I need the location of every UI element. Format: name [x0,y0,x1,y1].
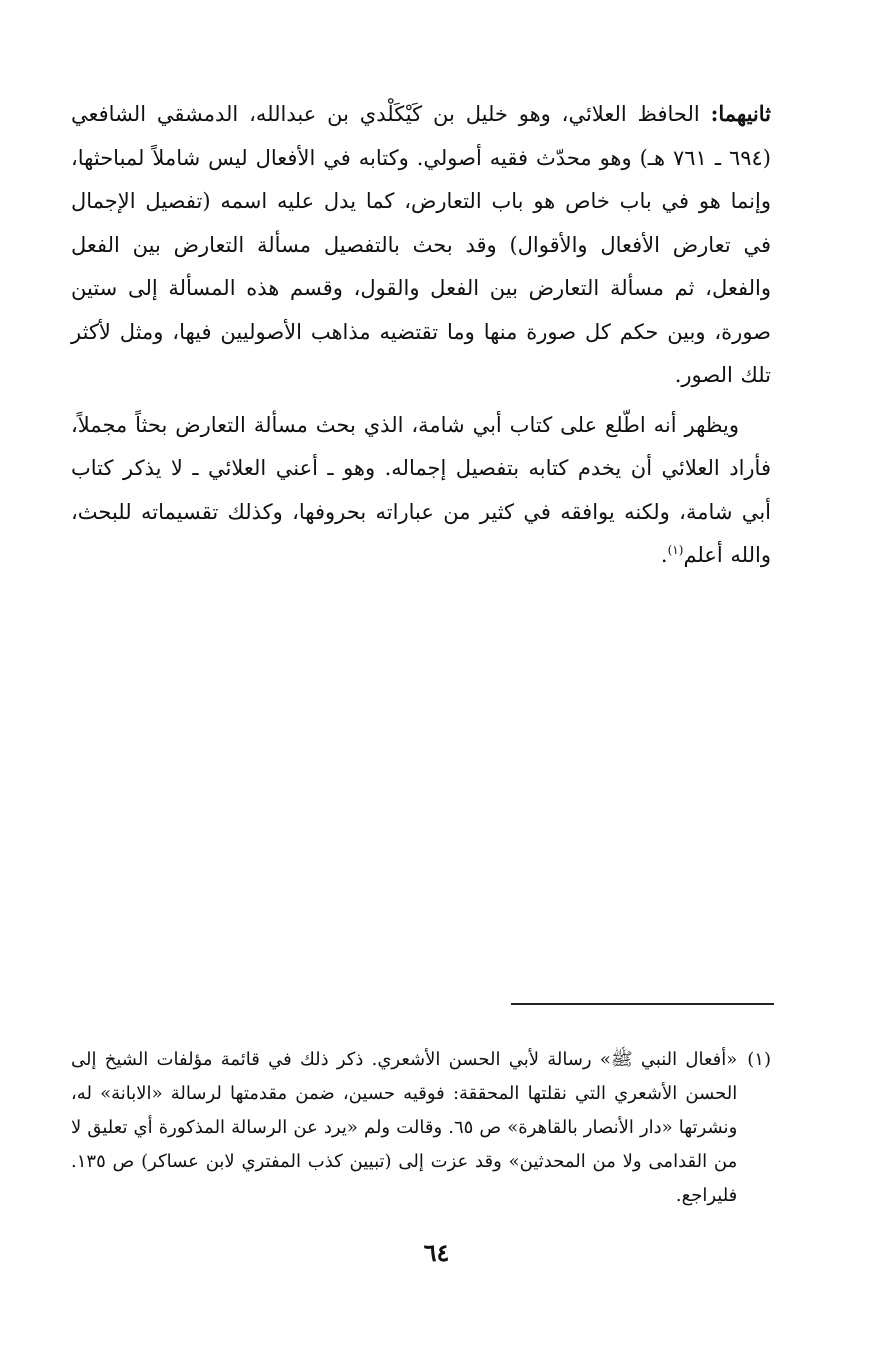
page-number: ٦٤ [423,1238,450,1267]
paragraph-1-text: الحافظ العلائي، وهو خليل بن كَيْكَلْدي بن عبدالله، الدمشقي الشافعي (٦٩٤ ـ ٧٦١ هـ) وهو محدّث فقيه أصولي. وكتابه في الأفعال ليس شاملاً لمباحثها، وإنما هو في باب خاص هو باب التعارض، كما يدل عليه اسمه (تفصيل الإجمال في تعارض الأفعال والأقوال) وقد بحث بالتفصيل مسألة التعارض بين الفعل والفعل، ثم مسألة التعارض بين الفعل والقول، وقسم هذه المسألة إلى ستين صورة، وبين حكم كل صورة منها وما تقتضيه مذاهب الأصوليين فيها، ومثل لأكثر تلك الصور. [71,102,771,387]
paragraph-2 [71,404,771,578]
footnote-divider [511,1003,774,1005]
paragraph-2-text: ويظهر أنه اطّلع على كتاب أبي شامة، الذي بحث مسألة التعارض بحثاً مجملاً، فأراد العلائي أن يخدم كتابه بتفصيل إجماله. وهو ـ أعني العلائي ـ لا يذكر كتاب أبي شامة، ولكنه يوافقه في كثير من عباراته بحروفها، وكذلك تقسيماته للبحث، والله أعلم [71,412,771,567]
paragraph-1 [71,92,771,398]
footnote-marker: (١) [747,1049,771,1070]
footnote [71,1043,771,1213]
paragraph-1-lead-word: ثانيهما: [710,101,771,126]
footnote-text: «أفعال النبي ﷺ» رسالة لأبي الحسن الأشعري. ذكر ذلك في قائمة مؤلفات الشيخ إلى الحسن الأشعري التي نقلتها المحققة: فوقيه حسين، ضمن مقدمتها لرسالة «الابانة» له، ونشرتها «دار الأنصار بالقاهرة» ص ٦٥. وقالت ولم «يرد عن الرسالة المذكورة أي تعليق لا من القدامى ولا من المحدثين» وقد عزت إلى (تبيين كذب المفتري لابن عساكر) ص ١٣٥. فليراجع. [71,1049,738,1206]
main-text [71,92,771,578]
footnote-reference: (١) [667,543,684,557]
paragraph-2-end: . [660,543,668,567]
